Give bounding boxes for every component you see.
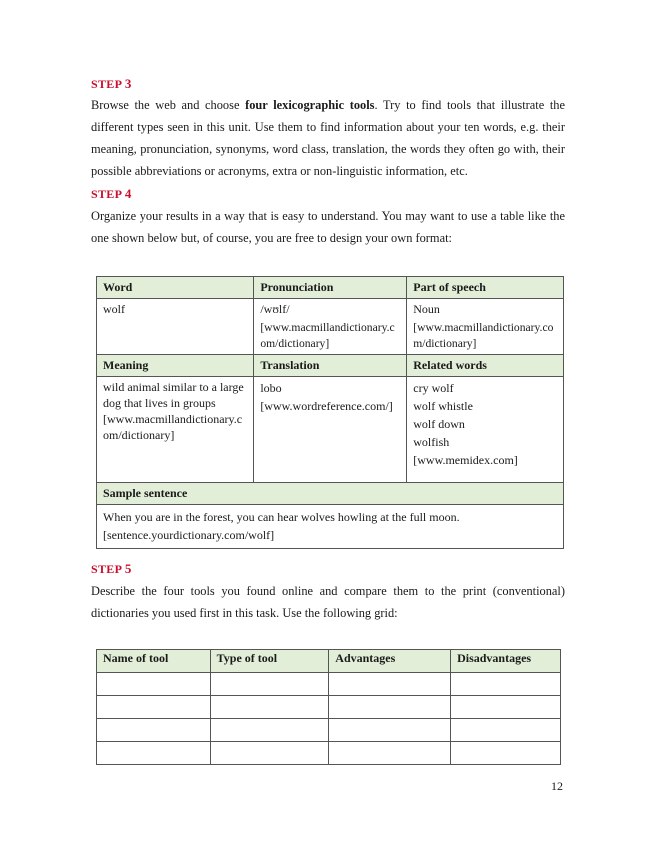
header-related-words: Related words (407, 355, 564, 377)
example-sample-header-row (97, 483, 564, 505)
grid-header-type: Type of tool (210, 650, 329, 673)
header-translation: Translation (254, 355, 407, 377)
cell-translation (254, 377, 407, 483)
grid-header-name: Name of tool (97, 650, 211, 673)
part-of-speech-value: Noun (413, 302, 440, 316)
step-3-text-after: . Try to find tools that illustrate the different types seen in this unit. Use them to find information about your ten words, e.g. their meaning, pronunciation, synonyms, word class, translation, the words they often go with, their possible abbreviations or acronyms, extra or non-linguistic information, etc. (91, 98, 565, 178)
grid-cell (329, 719, 451, 742)
cell-sample-sentence (97, 505, 564, 549)
header-pronunciation: Pronunciation (254, 277, 407, 299)
step-4-paragraph (91, 205, 565, 249)
pronunciation-source: [www.macmillandictionary.com/dictionary] (260, 321, 395, 350)
step-5-text: Describe the four tools you found online and compare them to the print (conventional) dictionaries you used first in this task. Use the following grid: (91, 584, 565, 620)
grid-cell (97, 742, 211, 765)
meaning-source: [www.macmillandictionary.com/dictionary] (103, 412, 243, 442)
step-3-label: STEP (91, 77, 122, 91)
example-data-row-2 (97, 377, 564, 483)
step-5-heading (91, 561, 132, 577)
grid-empty-row (97, 696, 561, 719)
cell-pronunciation (254, 299, 407, 355)
grid-cell (451, 696, 561, 719)
grid-header-disadvantages: Disadvantages (451, 650, 561, 673)
grid-cell (210, 673, 329, 696)
grid-cell (329, 696, 451, 719)
grid-cell (451, 742, 561, 765)
step-4-heading (91, 186, 132, 202)
related-words-source: [www.memidex.com] (413, 453, 518, 467)
grid-cell (451, 673, 561, 696)
header-meaning: Meaning (97, 355, 254, 377)
grid-cell (210, 719, 329, 742)
translation-value: lobo (260, 381, 282, 395)
header-word: Word (97, 277, 254, 299)
step-4-number: 4 (124, 186, 132, 201)
example-header-row-2 (97, 355, 564, 377)
pronunciation-value: /wʊlf/ (260, 302, 290, 316)
step-3-paragraph (91, 94, 565, 182)
step-5-paragraph (91, 580, 565, 624)
related-word: wolf whistle (413, 399, 473, 413)
cell-part-of-speech (407, 299, 564, 355)
example-table (96, 276, 564, 549)
header-sample-sentence: Sample sentence (97, 483, 564, 505)
step-3-number: 3 (124, 76, 132, 91)
related-word: wolfish (413, 435, 450, 449)
example-sample-row (97, 505, 564, 549)
meaning-value: wild animal similar to a large dog that lives in groups (103, 380, 244, 410)
sample-source: [sentence.yourdictionary.com/wolf] (103, 528, 275, 542)
word-value: wolf (103, 302, 125, 316)
grid-cell (97, 719, 211, 742)
grid-empty-row (97, 719, 561, 742)
grid-header-advantages: Advantages (329, 650, 451, 673)
step-4-label: STEP (91, 187, 122, 201)
grid-cell (210, 742, 329, 765)
comparison-grid (96, 649, 561, 765)
cell-word (97, 299, 254, 355)
cell-related-words (407, 377, 564, 483)
sample-sentence: When you are in the forest, you can hear wolves howling at the full moon. (103, 510, 460, 524)
related-word: cry wolf (413, 381, 454, 395)
step-3-text-bold: four lexicographic tools (245, 98, 375, 112)
step-3-text-before: Browse the web and choose (91, 98, 246, 112)
grid-cell (97, 696, 211, 719)
grid-cell (97, 673, 211, 696)
step-5-number: 5 (124, 561, 132, 576)
page-number: 12 (551, 779, 563, 793)
grid-empty-row (97, 673, 561, 696)
grid-cell (451, 719, 561, 742)
grid-cell (210, 696, 329, 719)
related-word: wolf down (413, 417, 465, 431)
example-header-row-1 (97, 277, 564, 299)
example-data-row-1 (97, 299, 564, 355)
part-of-speech-source: [www.macmillandictionary.com/dictionary] (413, 321, 554, 350)
grid-cell (329, 742, 451, 765)
step-4-text: Organize your results in a way that is easy to understand. You may want to use a table like the one shown below but, of course, you are free to design your own format: (91, 209, 565, 245)
translation-source: [www.wordreference.com/] (260, 399, 393, 413)
header-part-of-speech: Part of speech (407, 277, 564, 299)
step-3-heading (91, 76, 132, 92)
grid-cell (329, 673, 451, 696)
step-5-label: STEP (91, 562, 122, 576)
cell-meaning (97, 377, 254, 483)
grid-header-row (97, 650, 561, 673)
grid-empty-row (97, 742, 561, 765)
